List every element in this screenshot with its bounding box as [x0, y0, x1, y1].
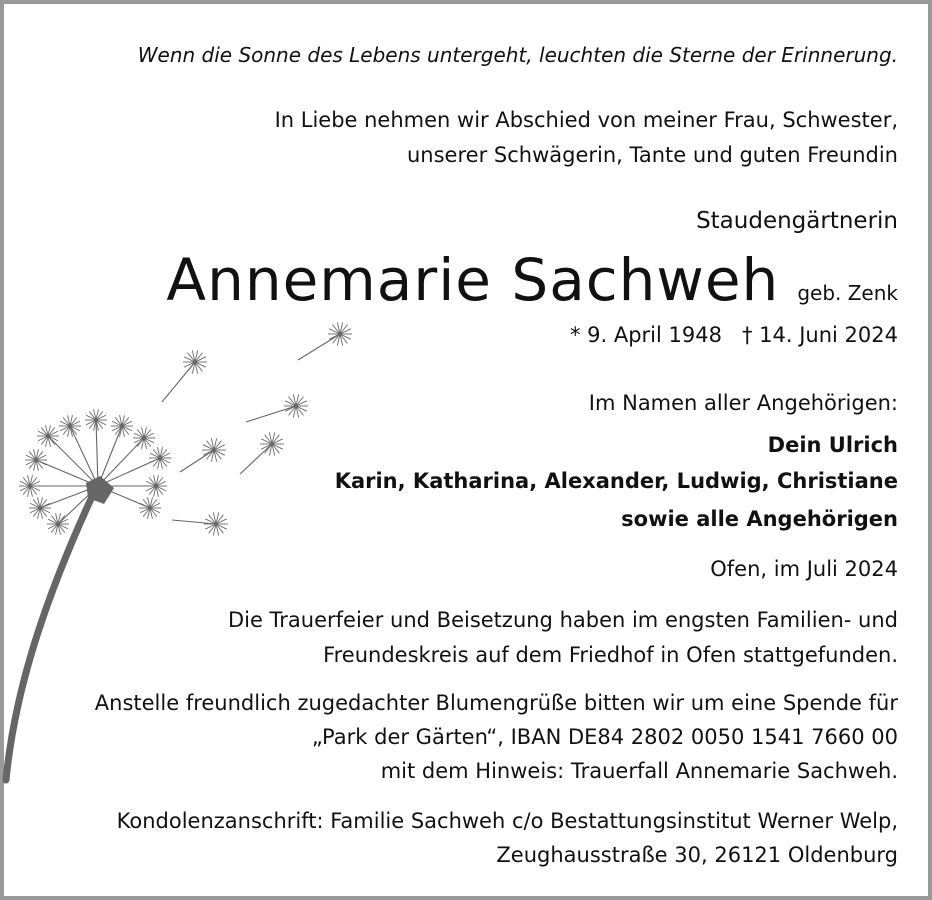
family-line: Karin, Katharina, Alexander, Ludwig, Christiane — [334, 469, 898, 493]
condolence-address: Zeughausstraße 30, 26121 Oldenburg — [496, 843, 898, 867]
dandelion-icon — [0, 318, 360, 788]
donation-info: Anstelle freundlich zugedachter Blumengrüße bitten wir um eine Spende für — [94, 691, 898, 715]
donation-info: mit dem Hinweis: Trauerfall Annemarie Sachweh. — [380, 759, 898, 783]
deceased-name: Annemarie Sachweh — [166, 246, 780, 314]
donation-info: „Park der Gärten“, IBAN DE84 2802 0050 1541 7660 00 — [311, 725, 898, 749]
life-dates: * 9. April 1948 † 14. Juni 2024 — [569, 323, 898, 347]
funeral-info: Die Trauerfeier und Beisetzung haben im engsten Familien- und — [227, 608, 898, 632]
funeral-info: Freundeskreis auf dem Friedhof in Ofen stattgefunden. — [323, 643, 898, 667]
intro-line: unserer Schwägerin, Tante und guten Freundin — [407, 143, 898, 167]
name-row — [166, 240, 898, 320]
maiden-name: geb. Zenk — [797, 281, 898, 305]
family-line: Dein Ulrich — [767, 433, 898, 457]
condolence-address: Kondolenzanschrift: Familie Sachweh c/o Bestattungsinstitut Werner Welp, — [116, 809, 898, 833]
intro-line: In Liebe nehmen wir Abschied von meiner Frau, Schwester, — [274, 108, 898, 132]
signoff: Im Namen aller Angehörigen: — [588, 391, 898, 415]
occupation: Staudengärtnerin — [696, 208, 898, 234]
motto: Wenn die Sonne des Lebens untergeht, leuchten die Sterne der Erinnerung. — [137, 43, 898, 67]
family-line: sowie alle Angehörigen — [621, 507, 898, 531]
place-date: Ofen, im Juli 2024 — [710, 557, 898, 581]
